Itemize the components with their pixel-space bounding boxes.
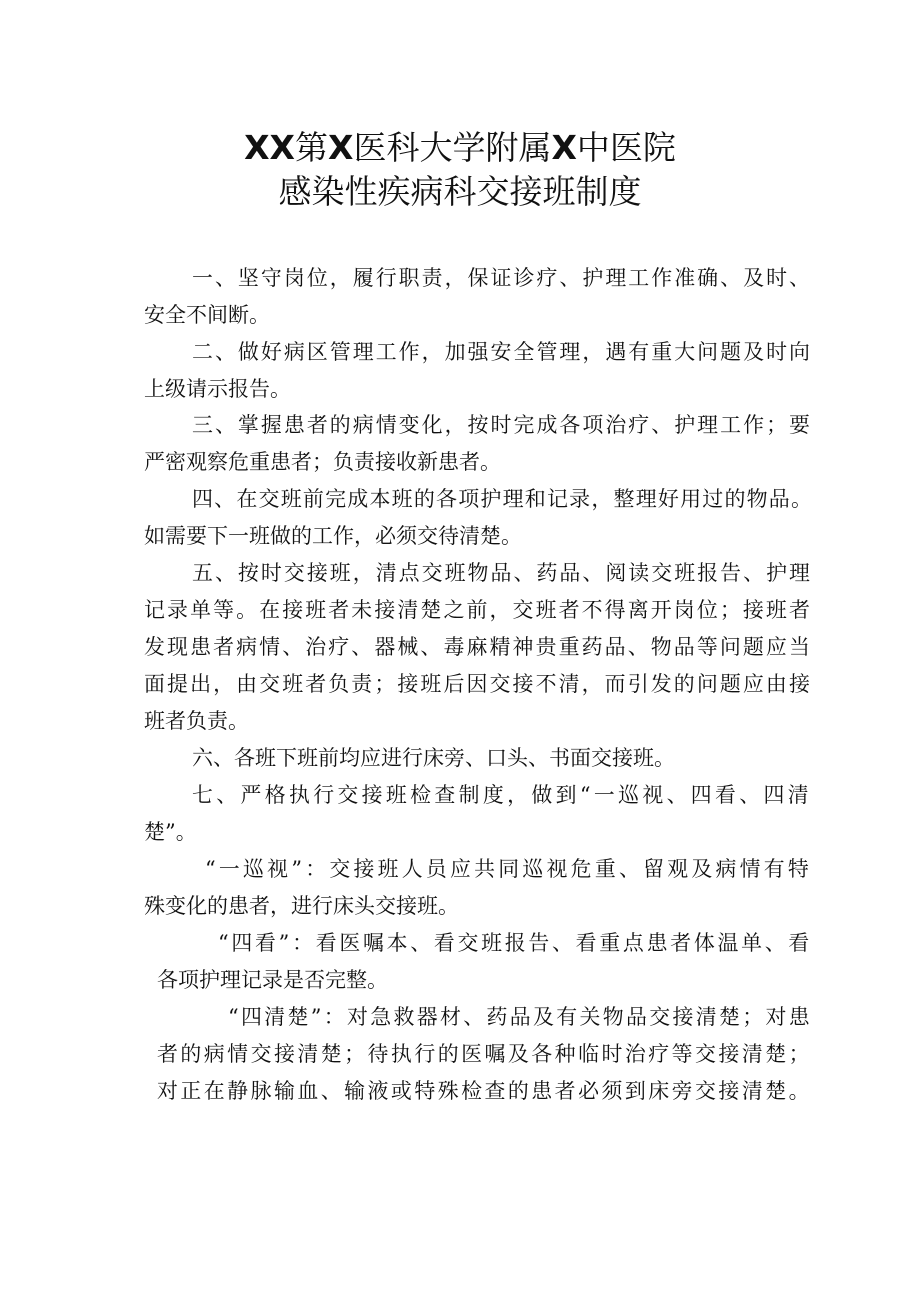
- body-line: 如需要下一班做的工作，必须交待清楚。: [144, 524, 522, 548]
- body-line: 二、做好病区管理工作，加强安全管理，遇有重大问题及时向: [192, 340, 812, 364]
- body-line: 三、掌握患者的病情变化，按时完成各项治疗、护理工作；要: [192, 413, 812, 437]
- body-line: 六、各班下班前均应进行床旁、口头、书面交接班。: [192, 746, 675, 770]
- document-title-line-1: XX第X医科大学附属X中医院: [244, 128, 676, 167]
- body-line: 记录单等。在接班者未接清楚之前，交班者不得离开岗位；接班者: [144, 598, 812, 622]
- body-line: “四清楚”：对急救器材、药品及有关物品交接清楚；对患: [228, 1005, 812, 1029]
- body-line: 各项护理记录是否完整。: [157, 968, 388, 992]
- body-line: 班者负责。: [144, 709, 249, 733]
- body-line: “四看”：看医嘱本、看交班报告、看重点患者体温单、看: [218, 931, 812, 955]
- body-line: 四、在交班前完成本班的各项护理和记录，整理好用过的物品。: [192, 487, 814, 511]
- document-title-line-2: 感染性疾病科交接班制度: [278, 172, 642, 211]
- body-line: 上级请示报告。: [144, 377, 291, 401]
- body-line: 面提出，由交班者负责；接班后因交接不清，而引发的问题应由接: [144, 672, 812, 696]
- body-line: 五、按时交接班，清点交班物品、药品、阅读交班报告、护理: [192, 561, 812, 585]
- body-line: 严密观察危重患者；负责接收新患者。: [144, 450, 501, 474]
- body-line: 发现患者病情、治疗、器械、毒麻精神贵重药品、物品等问题应当: [144, 635, 812, 659]
- body-line: “一巡视”：交接班人员应共同巡视危重、留观及病情有特: [205, 857, 812, 881]
- body-line: 楚”。: [144, 820, 197, 844]
- body-line: 一、坚守岗位，履行职责，保证诊疗、护理工作准确、及时、: [192, 266, 812, 290]
- body-line: 殊变化的患者，进行床头交接班。: [144, 894, 459, 918]
- body-line: 七、严格执行交接班检查制度，做到“一巡视、四看、四清: [192, 783, 812, 807]
- body-line: 对正在静脉输血、输液或特殊检查的患者必须到床旁交接清楚。: [157, 1079, 812, 1103]
- body-line: 者的病情交接清楚；待执行的医嘱及各种临时治疗等交接清楚；: [157, 1042, 812, 1066]
- body-line: 安全不间断。: [144, 303, 270, 327]
